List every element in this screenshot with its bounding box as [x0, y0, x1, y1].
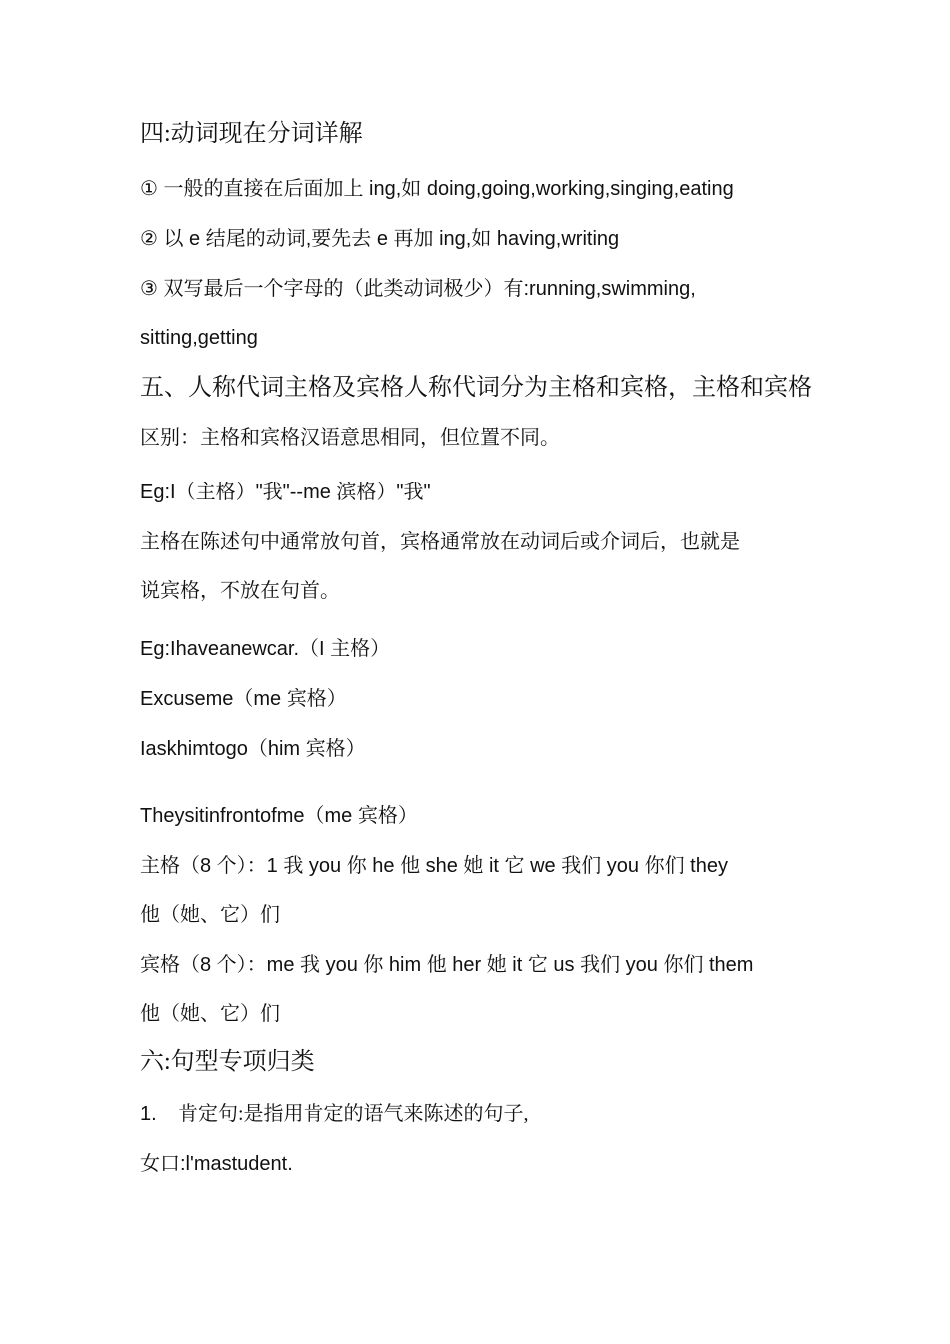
section5-object-line1: 宾格（8 个）：me 我 you 你 him 他 her 她 it 它 us 我们 you 你们 them — [140, 954, 754, 976]
section5-example-c: Iaskhimtogo（him 宾格） — [140, 738, 366, 760]
section6-item1-number: 1. — [140, 1103, 157, 1125]
section5-object-line2: 他（她、它）们 — [140, 1003, 280, 1025]
section4-rule3-line2: sitting,getting — [140, 327, 258, 349]
section5-subject-line1: 主格（8 个）：1 我 you 你 he 他 she 她 it 它 we 我们 you 你们 they — [140, 855, 728, 877]
section5-example-a: Eg:Ihaveanewcar.（I 主格） — [140, 638, 391, 660]
section5-heading-line2: 区别：主格和宾格汉语意思相同，但位置不同。 — [140, 427, 560, 449]
section4-rule2: ② 以 e 结尾的动词,要先去 e 再加 ing,如 having,writing — [140, 228, 620, 250]
section6-item1-example: 女口:l'mastudent. — [140, 1153, 293, 1175]
section5-eg1-text: Eg:I（主格）"我"--me 滨格）"我" — [140, 482, 431, 503]
section5-example-b: Excuseme（me 宾格） — [140, 688, 347, 710]
section5-position-line2: 说宾格，不放在句首。 — [140, 580, 340, 602]
section4-rule1: ① 一般的直接在后面加上 ing,如 doing,going,working,singing,eating — [140, 178, 734, 200]
section6-item1 — [140, 1104, 529, 1124]
section5-position-line1: 主格在陈述句中通常放句首，宾格通常放在动词后或介词后，也就是 — [140, 531, 740, 553]
section4-rule3-line1: ③ 双写最后一个字母的（此类动词极少）有:running,swimming, — [140, 278, 696, 300]
section6-item1-text: 肯定句:是指用肯定的语气来陈述的句子, — [178, 1103, 529, 1125]
section6-heading: 六:句型专项归类 — [140, 1049, 315, 1075]
section5-subject-line2: 他（她、它）们 — [140, 904, 280, 926]
section5-example-d: Theysitinfrontofme（me 宾格） — [140, 805, 418, 827]
section5-heading-line1: 五、人称代词主格及宾格人称代词分为主格和宾格，主格和宾格 — [140, 375, 812, 401]
section4-heading: 四:动词现在分词详解 — [140, 121, 363, 147]
section5-eg1 — [140, 482, 458, 506]
